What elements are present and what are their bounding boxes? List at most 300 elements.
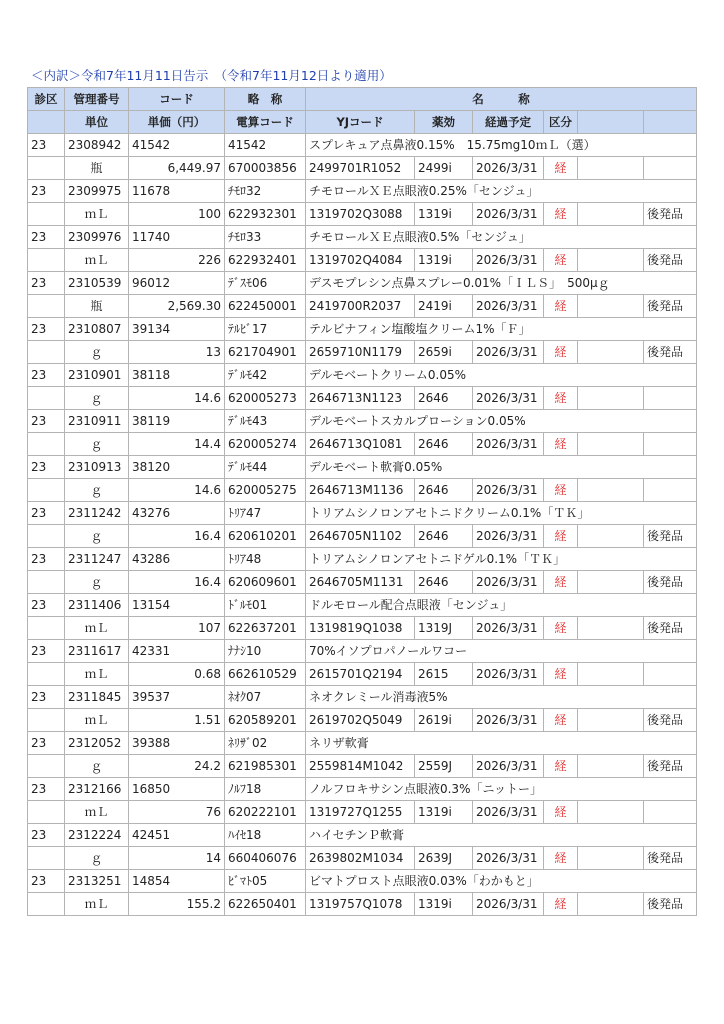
table-row (28, 594, 697, 617)
keika-mark-cell: 経 (544, 341, 578, 364)
keika-date-cell: 2026/3/31 (473, 709, 544, 732)
kanri-number-cell: 2309975 (65, 180, 129, 203)
price-cell: 107 (129, 617, 225, 640)
table-row (28, 226, 697, 249)
table-row-detail (28, 157, 697, 180)
drug-name-cell: デスモプレシン点鼻スプレー0.01%「ＩＬＳ」 500μｇ (306, 272, 697, 295)
code-cell: 42451 (129, 824, 225, 847)
unit-cell: 瓶 (65, 295, 129, 318)
blank-cell (28, 341, 65, 364)
densan-code-cell: 622650401 (225, 893, 306, 916)
ryaku-cell: ﾋﾞﾏﾄ05 (225, 870, 306, 893)
ryaku-cell: ﾃﾞﾙﾓ42 (225, 364, 306, 387)
yakko-cell: 2646 (415, 479, 473, 502)
unit-cell: ｍＬ (65, 249, 129, 272)
densan-code-cell: 621985301 (225, 755, 306, 778)
densan-code-cell: 622450001 (225, 295, 306, 318)
table-row-detail (28, 525, 697, 548)
header-densan: 電算コード (225, 111, 306, 134)
kubun-cell (644, 157, 697, 180)
drug-name-cell: ネオクレミール消毒液5% (306, 686, 697, 709)
table-row-detail (28, 387, 697, 410)
kanri-number-cell: 2311617 (65, 640, 129, 663)
blank-cell (28, 525, 65, 548)
extra-cell (578, 157, 644, 180)
yakko-cell: 2615 (415, 663, 473, 686)
extra-cell (578, 203, 644, 226)
keika-mark-cell: 経 (544, 847, 578, 870)
blank-cell (28, 571, 65, 594)
table-row-detail (28, 433, 697, 456)
extra-cell (578, 709, 644, 732)
table-row-detail (28, 479, 697, 502)
kubun-cell: 後発品 (644, 617, 697, 640)
blank-cell (28, 249, 65, 272)
table-row (28, 824, 697, 847)
drug-name-cell: トリアムシノロンアセトニドクリーム0.1%「ＴＫ」 (306, 502, 697, 525)
extra-cell (578, 249, 644, 272)
unit-cell: ｍＬ (65, 893, 129, 916)
table-row-detail (28, 893, 697, 916)
code-cell: 13154 (129, 594, 225, 617)
kanri-number-cell: 2310539 (65, 272, 129, 295)
drug-name-cell: ビマトプロスト点眼液0.03%「わかもと」 (306, 870, 697, 893)
ryaku-cell: ﾄﾞﾙﾓ01 (225, 594, 306, 617)
header-meisho: 名 称 (306, 88, 697, 111)
unit-cell: ｍＬ (65, 663, 129, 686)
yj-code-cell: 2615701Q2194 (306, 663, 415, 686)
yj-code-cell: 2419700R2037 (306, 295, 415, 318)
unit-cell: 瓶 (65, 157, 129, 180)
keika-mark-cell: 経 (544, 525, 578, 548)
table-row (28, 180, 697, 203)
unit-cell: ｇ (65, 755, 129, 778)
drug-name-cell: ネリザ軟膏 (306, 732, 697, 755)
drug-name-cell: チモロールＸＥ点眼液0.5%「センジュ」 (306, 226, 697, 249)
table-row (28, 502, 697, 525)
code-cell: 16850 (129, 778, 225, 801)
drug-price-table (27, 87, 697, 916)
keika-mark-cell: 経 (544, 801, 578, 824)
densan-code-cell: 620610201 (225, 525, 306, 548)
price-cell: 14.6 (129, 387, 225, 410)
table-row-detail (28, 617, 697, 640)
kanri-number-cell: 2310913 (65, 456, 129, 479)
extra-cell (578, 663, 644, 686)
kanri-number-cell: 2312224 (65, 824, 129, 847)
unit-cell: ｇ (65, 479, 129, 502)
yakko-cell: 2646 (415, 433, 473, 456)
drug-name-cell: テルビナフィン塩酸塩クリーム1%「Ｆ」 (306, 318, 697, 341)
yakko-cell: 2659i (415, 341, 473, 364)
ryaku-cell: ﾃﾙﾋﾞ17 (225, 318, 306, 341)
price-cell: 16.4 (129, 525, 225, 548)
kanri-number-cell: 2309976 (65, 226, 129, 249)
page-heading: ＜内訳＞令和7年11月11日告示 （令和7年11月12日より適用） (31, 68, 392, 83)
header-shinku: 診区 (28, 88, 65, 111)
yj-code-cell: 2559814M1042 (306, 755, 415, 778)
yakko-cell: 2419i (415, 295, 473, 318)
keika-date-cell: 2026/3/31 (473, 801, 544, 824)
extra-cell (578, 617, 644, 640)
yj-code-cell: 1319757Q1078 (306, 893, 415, 916)
extra-cell (578, 847, 644, 870)
price-cell: 100 (129, 203, 225, 226)
table-row (28, 548, 697, 571)
unit-cell: ｍＬ (65, 801, 129, 824)
shinku-cell: 23 (28, 364, 65, 387)
price-cell: 16.4 (129, 571, 225, 594)
extra-cell (578, 341, 644, 364)
code-cell: 11678 (129, 180, 225, 203)
yakko-cell: 2559J (415, 755, 473, 778)
blank-cell (28, 433, 65, 456)
yj-code-cell: 2646713M1136 (306, 479, 415, 502)
header-ryaku: 略 称 (225, 88, 306, 111)
yakko-cell: 1319i (415, 801, 473, 824)
densan-code-cell: 660406076 (225, 847, 306, 870)
price-cell: 76 (129, 801, 225, 824)
ryaku-cell: ﾅﾅｼ10 (225, 640, 306, 663)
shinku-cell: 23 (28, 272, 65, 295)
yj-code-cell: 2639802M1034 (306, 847, 415, 870)
yakko-cell: 1319i (415, 893, 473, 916)
drug-name-cell: 70%イソプロパノールワコー (306, 640, 697, 663)
kanri-number-cell: 2312052 (65, 732, 129, 755)
blank-cell (28, 387, 65, 410)
shinku-cell: 23 (28, 732, 65, 755)
shinku-cell: 23 (28, 778, 65, 801)
table-row-detail (28, 801, 697, 824)
unit-cell: ｍＬ (65, 709, 129, 732)
header-row-2 (28, 111, 697, 134)
yakko-cell: 2646 (415, 571, 473, 594)
shinku-cell: 23 (28, 824, 65, 847)
table-row (28, 456, 697, 479)
keika-mark-cell: 経 (544, 663, 578, 686)
kanri-number-cell: 2312166 (65, 778, 129, 801)
ryaku-cell: ﾃﾞﾙﾓ43 (225, 410, 306, 433)
kanri-number-cell: 2310911 (65, 410, 129, 433)
code-cell: 39388 (129, 732, 225, 755)
extra-cell (578, 571, 644, 594)
keika-date-cell: 2026/3/31 (473, 617, 544, 640)
keika-mark-cell: 経 (544, 893, 578, 916)
ryaku-cell: ﾃﾞﾙﾓ44 (225, 456, 306, 479)
yj-code-cell: 2646713N1123 (306, 387, 415, 410)
kanri-number-cell: 2313251 (65, 870, 129, 893)
shinku-cell: 23 (28, 318, 65, 341)
yj-code-cell: 1319702Q4084 (306, 249, 415, 272)
yj-code-cell: 2659710N1179 (306, 341, 415, 364)
kanri-number-cell: 2311406 (65, 594, 129, 617)
yj-code-cell: 2646713Q1081 (306, 433, 415, 456)
ryaku-cell: ﾃﾞｽﾓ06 (225, 272, 306, 295)
blank-cell (28, 755, 65, 778)
shinku-cell: 23 (28, 594, 65, 617)
blank-cell (28, 479, 65, 502)
yj-code-cell: 1319727Q1255 (306, 801, 415, 824)
drug-name-cell: ノルフロキサシン点眼液0.3%「ニットー」 (306, 778, 697, 801)
price-cell: 1.51 (129, 709, 225, 732)
keika-mark-cell: 経 (544, 157, 578, 180)
kubun-cell (644, 433, 697, 456)
blank-cell (28, 203, 65, 226)
kubun-cell (644, 801, 697, 824)
code-cell: 43276 (129, 502, 225, 525)
keika-mark-cell: 経 (544, 479, 578, 502)
yakko-cell: 2646 (415, 387, 473, 410)
price-cell: 24.2 (129, 755, 225, 778)
table-row (28, 640, 697, 663)
price-cell: 155.2 (129, 893, 225, 916)
densan-code-cell: 620005273 (225, 387, 306, 410)
drug-name-cell: デルモベートクリーム0.05% (306, 364, 697, 387)
ryaku-cell: ﾄﾘｱ48 (225, 548, 306, 571)
header-yakko: 薬効 (415, 111, 473, 134)
unit-cell: ｇ (65, 571, 129, 594)
kanri-number-cell: 2311247 (65, 548, 129, 571)
kubun-cell: 後発品 (644, 893, 697, 916)
kubun-cell: 後発品 (644, 847, 697, 870)
yj-code-cell: 2646705M1131 (306, 571, 415, 594)
table-row-detail (28, 203, 697, 226)
header-tani: 単位 (65, 111, 129, 134)
unit-cell: ｍＬ (65, 203, 129, 226)
blank-cell (28, 709, 65, 732)
table-row (28, 778, 697, 801)
densan-code-cell: 620589201 (225, 709, 306, 732)
kubun-cell (644, 663, 697, 686)
table-row (28, 272, 697, 295)
shinku-cell: 23 (28, 502, 65, 525)
price-cell: 2,569.30 (129, 295, 225, 318)
drug-name-cell: チモロールＸＥ点眼液0.25%「センジュ」 (306, 180, 697, 203)
yakko-cell: 1319i (415, 203, 473, 226)
kubun-cell (644, 479, 697, 502)
header-kanri: 管理番号 (65, 88, 129, 111)
ryaku-cell: ﾁﾓﾛ32 (225, 180, 306, 203)
kubun-cell: 後発品 (644, 249, 697, 272)
yakko-cell: 2499i (415, 157, 473, 180)
code-cell: 38120 (129, 456, 225, 479)
code-cell: 96012 (129, 272, 225, 295)
keika-date-cell: 2026/3/31 (473, 157, 544, 180)
code-cell: 38118 (129, 364, 225, 387)
table-row-detail (28, 663, 697, 686)
kanri-number-cell: 2310901 (65, 364, 129, 387)
ryaku-cell: 41542 (225, 134, 306, 157)
price-cell: 14 (129, 847, 225, 870)
drug-name-cell: トリアムシノロンアセトニドゲル0.1%「ＴＫ」 (306, 548, 697, 571)
table-row-detail (28, 709, 697, 732)
shinku-cell: 23 (28, 134, 65, 157)
price-cell: 14.4 (129, 433, 225, 456)
header-kubun: 区分 (544, 111, 578, 134)
table-row (28, 686, 697, 709)
unit-cell: ｍＬ (65, 617, 129, 640)
table-row (28, 410, 697, 433)
yakko-cell: 2639J (415, 847, 473, 870)
yj-code-cell: 1319702Q3088 (306, 203, 415, 226)
shinku-cell: 23 (28, 870, 65, 893)
code-cell: 11740 (129, 226, 225, 249)
kubun-cell: 後発品 (644, 341, 697, 364)
densan-code-cell: 620005274 (225, 433, 306, 456)
keika-mark-cell: 経 (544, 387, 578, 410)
shinku-cell: 23 (28, 410, 65, 433)
table-row-detail (28, 847, 697, 870)
keika-mark-cell: 経 (544, 617, 578, 640)
keika-date-cell: 2026/3/31 (473, 893, 544, 916)
ryaku-cell: ﾉﾙﾌ18 (225, 778, 306, 801)
keika-date-cell: 2026/3/31 (473, 433, 544, 456)
yakko-cell: 1319J (415, 617, 473, 640)
densan-code-cell: 621704901 (225, 341, 306, 364)
keika-mark-cell: 経 (544, 709, 578, 732)
extra-cell (578, 295, 644, 318)
shinku-cell: 23 (28, 226, 65, 249)
price-cell: 6,449.97 (129, 157, 225, 180)
table-row (28, 134, 697, 157)
ryaku-cell: ﾄﾘｱ47 (225, 502, 306, 525)
keika-date-cell: 2026/3/31 (473, 755, 544, 778)
blank-cell (28, 801, 65, 824)
keika-date-cell: 2026/3/31 (473, 387, 544, 410)
table-row-detail (28, 341, 697, 364)
code-cell: 43286 (129, 548, 225, 571)
kanri-number-cell: 2311242 (65, 502, 129, 525)
shinku-cell: 23 (28, 456, 65, 479)
kanri-number-cell: 2311845 (65, 686, 129, 709)
table-row-detail (28, 755, 697, 778)
yj-code-cell: 2646705N1102 (306, 525, 415, 548)
yakko-cell: 1319i (415, 249, 473, 272)
keika-mark-cell: 経 (544, 295, 578, 318)
ryaku-cell: ﾈｵｸ07 (225, 686, 306, 709)
drug-name-cell: スプレキュア点鼻液0.15% 15.75mg10ｍＬ（選） (306, 134, 697, 157)
price-cell: 13 (129, 341, 225, 364)
ryaku-cell: ﾊｲｾ18 (225, 824, 306, 847)
unit-cell: ｇ (65, 433, 129, 456)
yj-code-cell: 2619702Q5049 (306, 709, 415, 732)
extra-cell (578, 387, 644, 410)
code-cell: 39134 (129, 318, 225, 341)
table-row-detail (28, 571, 697, 594)
kubun-cell: 後発品 (644, 203, 697, 226)
kubun-cell (644, 387, 697, 410)
densan-code-cell: 622637201 (225, 617, 306, 640)
keika-mark-cell: 経 (544, 755, 578, 778)
keika-mark-cell: 経 (544, 433, 578, 456)
extra-cell (578, 755, 644, 778)
yakko-cell: 2646 (415, 525, 473, 548)
keika-date-cell: 2026/3/31 (473, 295, 544, 318)
extra-cell (578, 893, 644, 916)
keika-mark-cell: 経 (544, 249, 578, 272)
keika-date-cell: 2026/3/31 (473, 525, 544, 548)
table-row (28, 318, 697, 341)
extra-cell (578, 479, 644, 502)
code-cell: 39537 (129, 686, 225, 709)
kanri-number-cell: 2308942 (65, 134, 129, 157)
table-row-detail (28, 295, 697, 318)
densan-code-cell: 622932301 (225, 203, 306, 226)
header-keika: 経過予定 (473, 111, 544, 134)
unit-cell: ｇ (65, 387, 129, 410)
kubun-cell: 後発品 (644, 571, 697, 594)
blank-cell (28, 663, 65, 686)
keika-mark-cell: 経 (544, 203, 578, 226)
keika-date-cell: 2026/3/31 (473, 341, 544, 364)
densan-code-cell: 662610529 (225, 663, 306, 686)
table-row-detail (28, 249, 697, 272)
densan-code-cell: 620005275 (225, 479, 306, 502)
unit-cell: ｇ (65, 847, 129, 870)
yj-code-cell: 2499701R1052 (306, 157, 415, 180)
kubun-cell: 後発品 (644, 295, 697, 318)
blank-cell (28, 617, 65, 640)
keika-date-cell: 2026/3/31 (473, 663, 544, 686)
extra-cell (578, 801, 644, 824)
drug-name-cell: デルモベート軟膏0.05% (306, 456, 697, 479)
code-cell: 38119 (129, 410, 225, 433)
extra-cell (578, 433, 644, 456)
kubun-cell: 後発品 (644, 709, 697, 732)
drug-name-cell: ドルモロール配合点眼液「センジュ」 (306, 594, 697, 617)
shinku-cell: 23 (28, 548, 65, 571)
kanri-number-cell: 2310807 (65, 318, 129, 341)
densan-code-cell: 670003856 (225, 157, 306, 180)
code-cell: 41542 (129, 134, 225, 157)
shinku-cell: 23 (28, 640, 65, 663)
keika-date-cell: 2026/3/31 (473, 479, 544, 502)
densan-code-cell: 620609601 (225, 571, 306, 594)
header-code: コード (129, 88, 225, 111)
blank-cell (28, 157, 65, 180)
kubun-cell: 後発品 (644, 525, 697, 548)
yj-code-cell: 1319819Q1038 (306, 617, 415, 640)
table-body (28, 134, 697, 916)
keika-date-cell: 2026/3/31 (473, 249, 544, 272)
header-row-1 (28, 88, 697, 111)
unit-cell: ｇ (65, 341, 129, 364)
keika-date-cell: 2026/3/31 (473, 203, 544, 226)
header-tanka: 単価（円） (129, 111, 225, 134)
blank-cell (28, 295, 65, 318)
price-cell: 14.6 (129, 479, 225, 502)
keika-mark-cell: 経 (544, 571, 578, 594)
header-blank (28, 111, 65, 134)
densan-code-cell: 622932401 (225, 249, 306, 272)
ryaku-cell: ﾈﾘｻﾞ02 (225, 732, 306, 755)
keika-date-cell: 2026/3/31 (473, 571, 544, 594)
ryaku-cell: ﾁﾓﾛ33 (225, 226, 306, 249)
table-row (28, 732, 697, 755)
header-extra1 (578, 111, 644, 134)
unit-cell: ｇ (65, 525, 129, 548)
code-cell: 14854 (129, 870, 225, 893)
table-row (28, 870, 697, 893)
header-extra2 (644, 111, 697, 134)
price-cell: 0.68 (129, 663, 225, 686)
kubun-cell: 後発品 (644, 755, 697, 778)
header-yj: YJコード (306, 111, 415, 134)
densan-code-cell: 620222101 (225, 801, 306, 824)
drug-name-cell: ハイセチンＰ軟膏 (306, 824, 697, 847)
code-cell: 42331 (129, 640, 225, 663)
price-cell: 226 (129, 249, 225, 272)
